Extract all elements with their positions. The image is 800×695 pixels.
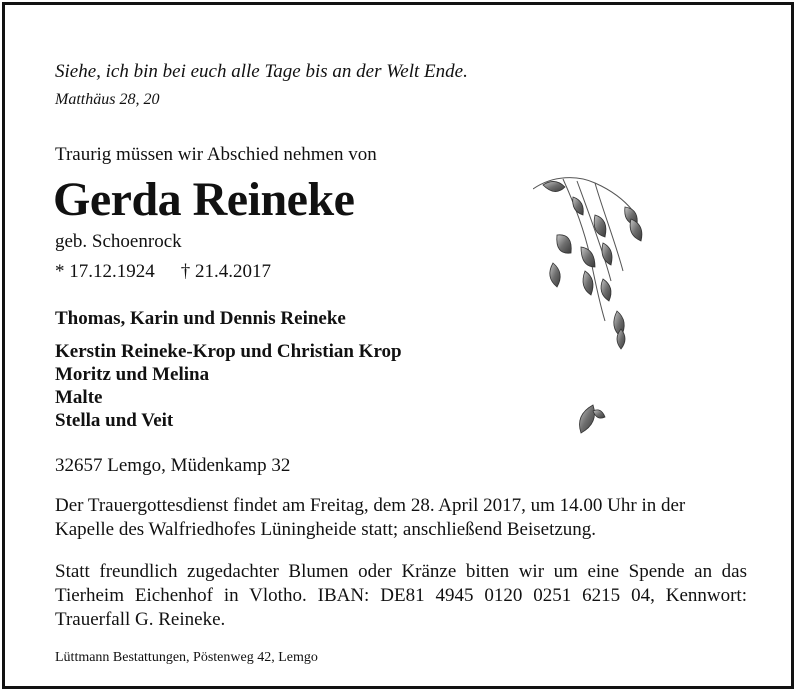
family-line: Thomas, Karin und Dennis Reineke xyxy=(55,308,346,329)
family-address: 32657 Lemgo, Müdenkamp 32 xyxy=(55,455,291,476)
family-line: Kerstin Reineke-Krop und Christian Krop xyxy=(55,341,402,362)
donation-request-text: Statt freundlich zugedachter Blumen oder Kränze bitten wir um eine Spende an das Tierheim Eichenhof in Vlotho. IBAN: DE81 4945 0120 0251 6215 04, Kennwort: Trauerfall G. Reineke. xyxy=(55,561,747,630)
death-date: † 21.4.2017 xyxy=(180,261,271,282)
deceased-name: Gerda Reineke xyxy=(53,173,355,226)
birth-date: * 17.12.1924 xyxy=(55,261,155,282)
family-line: Malte xyxy=(55,387,103,408)
intro-line: Traurig müssen wir Abschied nehmen von xyxy=(55,144,377,165)
birch-branch-icon xyxy=(533,171,651,453)
bible-verse: Siehe, ich bin bei euch alle Tage bis an der Welt Ende. xyxy=(55,61,468,82)
life-dates xyxy=(55,261,297,283)
funeral-service-text: Der Trauergottesdienst findet am Freitag, dem 28. April 2017, um 14.00 Uhr in der Kapelle des Walfriedhofes Lüningheide statt; anschließend Beisetzung. xyxy=(55,495,686,540)
funeral-home: Lüttmann Bestattungen, Pöstenweg 42, Lemgo xyxy=(55,650,318,665)
family-line: Stella und Veit xyxy=(55,410,174,431)
maiden-name: geb. Schoenrock xyxy=(55,231,182,252)
family-line: Moritz und Melina xyxy=(55,364,210,385)
bible-verse-reference: Matthäus 28, 20 xyxy=(55,91,160,108)
obituary-notice xyxy=(2,2,794,689)
